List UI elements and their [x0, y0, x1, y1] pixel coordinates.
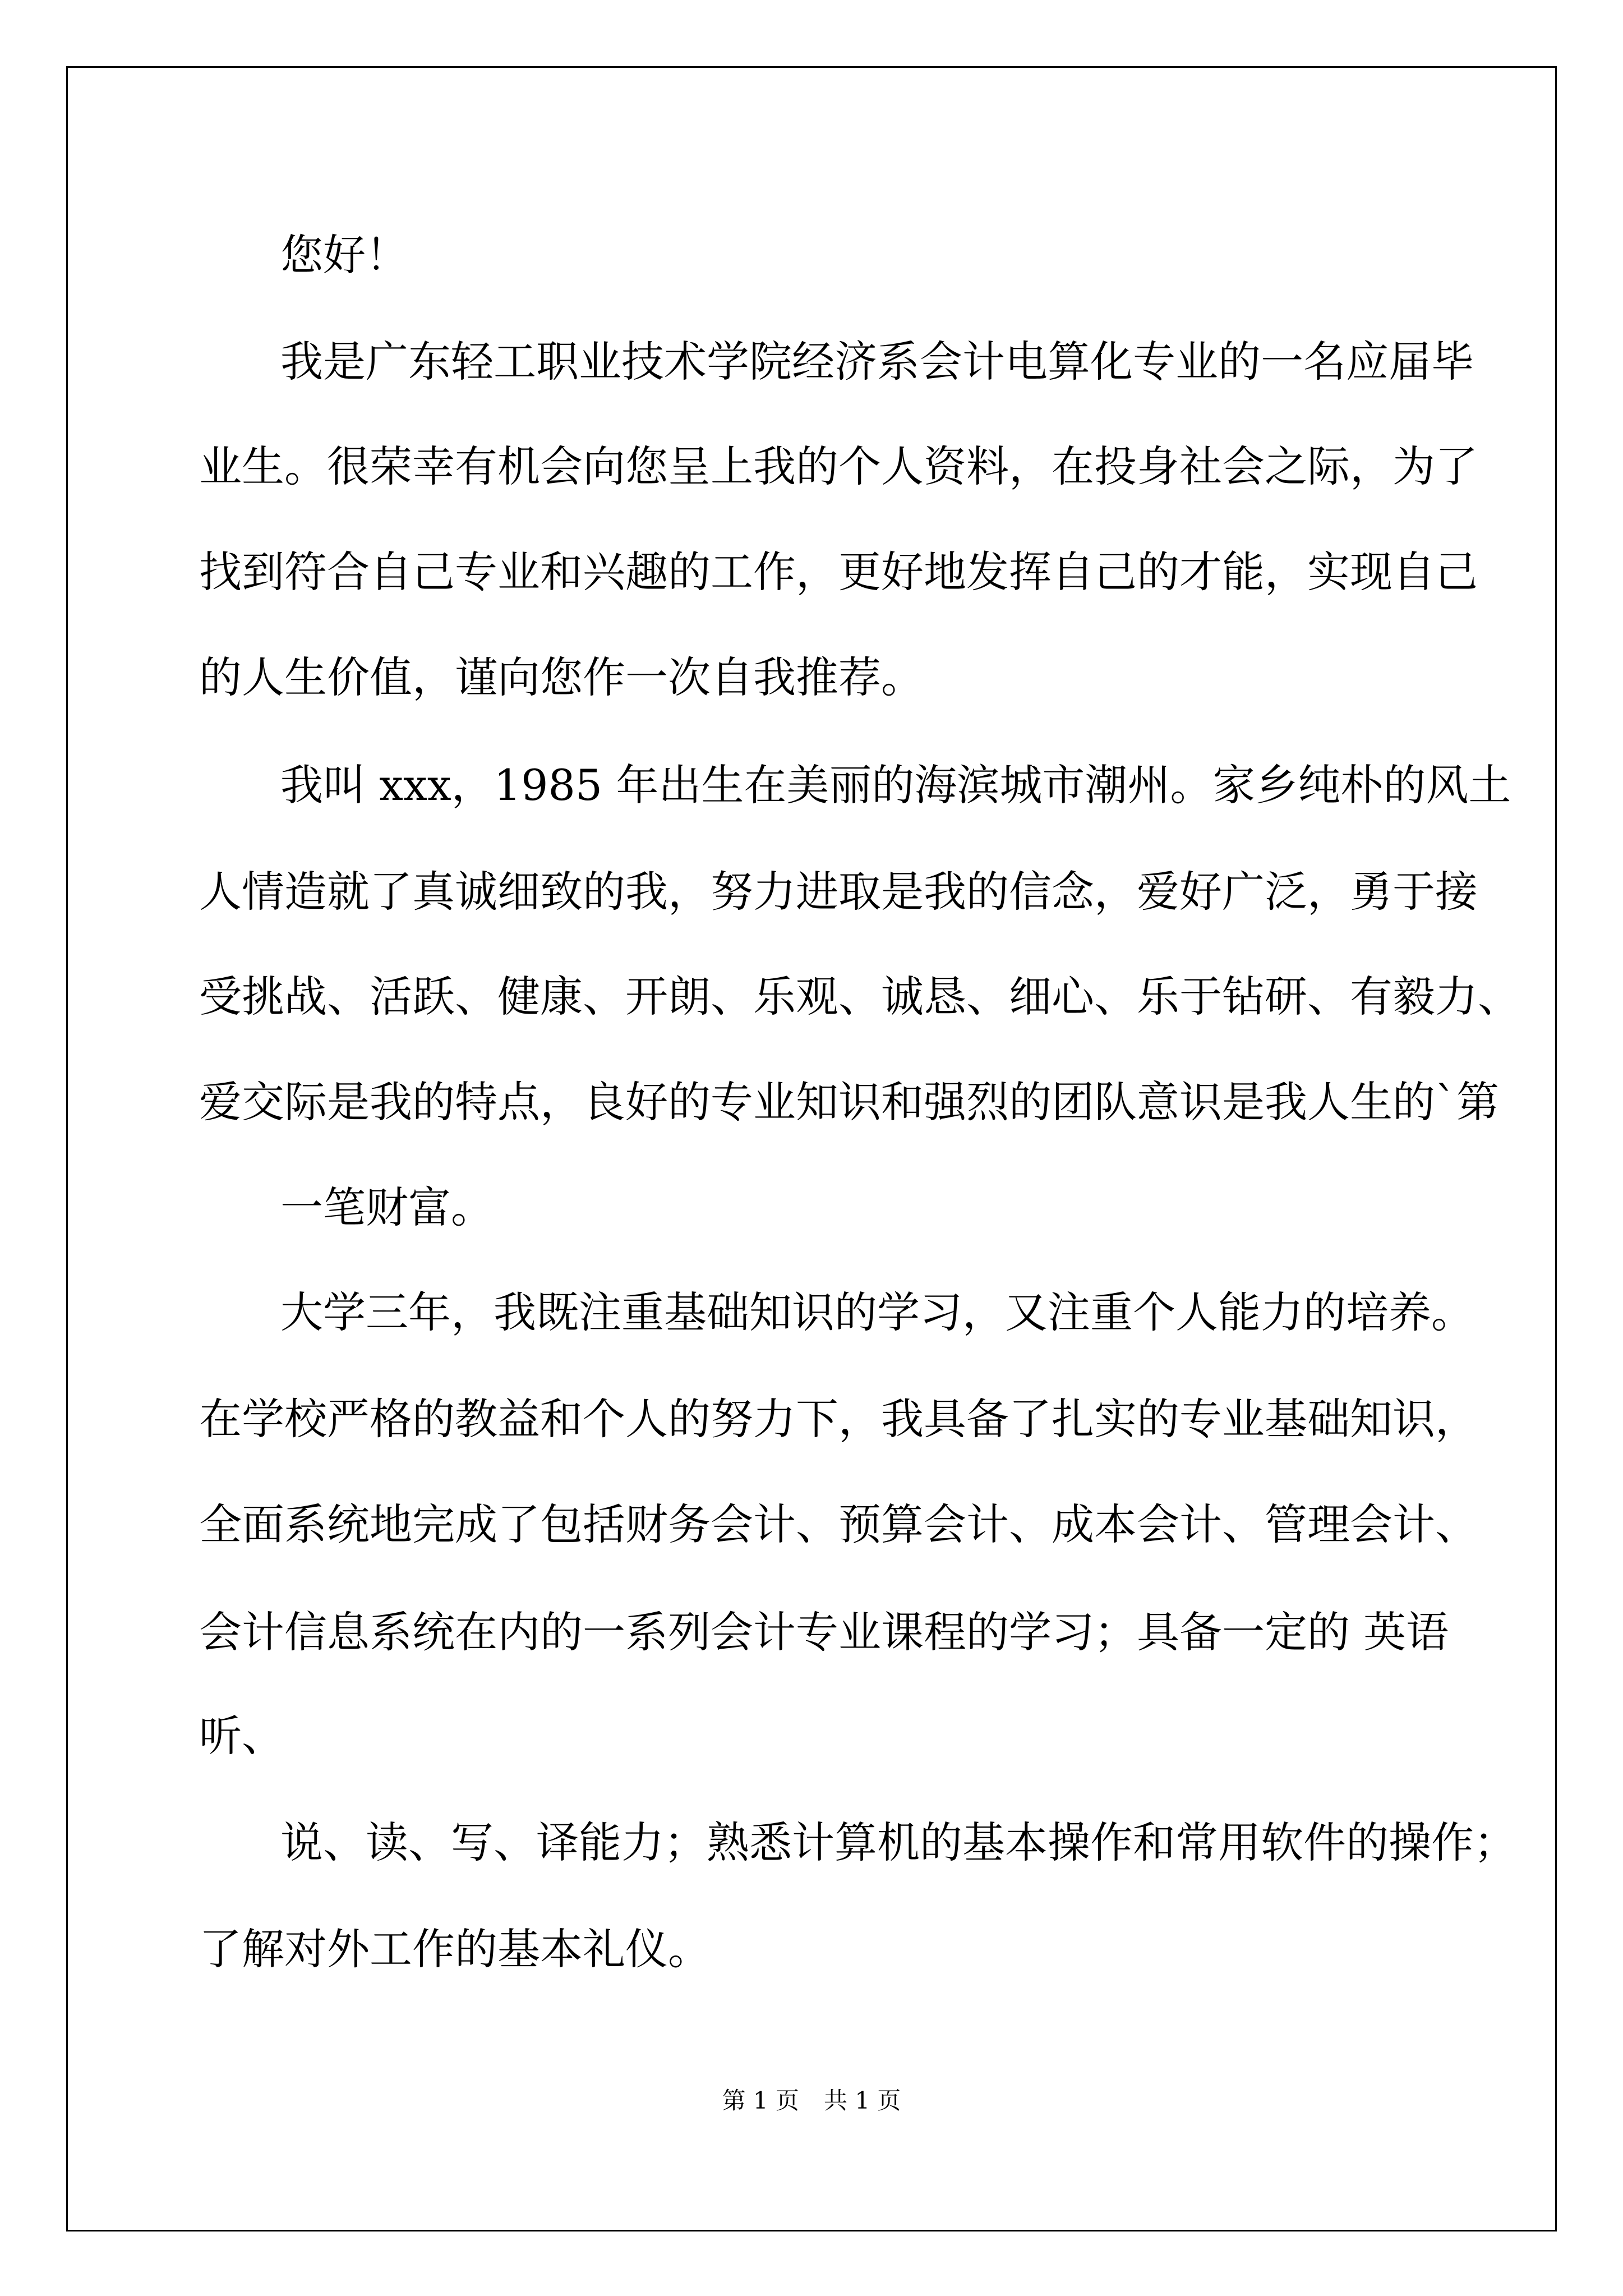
paragraph-line: 听、: [199, 1711, 284, 1761]
paragraph-line: 会计信息系统在内的一系列会计专业课程的学习；具备一定的 英语: [199, 1607, 1449, 1657]
paragraph-line: 在学校严格的教益和个人的努力下，我具备了扎实的专业基础知识，: [199, 1394, 1478, 1444]
greeting-line: 您好！: [280, 230, 408, 280]
paragraph-line: 大学三年，我既注重基础知识的学习，又注重个人能力的培养。: [280, 1287, 1474, 1337]
paragraph-line: 人情造就了真诚细致的我，努力进取是我的信念，爱好广泛，勇于接: [199, 867, 1478, 917]
paragraph-line: 的人生价值，谨向您作一次自我推荐。: [199, 652, 924, 702]
paragraph-line: 了解对外工作的基本礼仪。: [199, 1924, 711, 1974]
page-number: 第 1 页: [722, 2087, 799, 2114]
paragraph-line: 全面系统地完成了包括财务会计、预算会计、成本会计、管理会计、: [199, 1499, 1478, 1549]
paragraph-line: 一笔财富。: [280, 1182, 494, 1232]
paragraph-line: 我叫 xxx，1985 年出生在美丽的海滨城市潮州。家乡纯朴的风土: [280, 760, 1511, 810]
paragraph-line: 我是广东轻工职业技术学院经济系会计电算化专业的一名应届毕: [280, 337, 1474, 386]
paragraph-line: 找到符合自己专业和兴趣的工作，更好地发挥自己的才能，实现自己: [199, 547, 1478, 597]
page-border: [66, 66, 1557, 2231]
paragraph-line: 爱交际是我的特点，良好的专业知识和强烈的团队意识是我人生的`第: [199, 1077, 1499, 1127]
paragraph-line: 说、读、写、译能力；熟悉计算机的基本操作和常用软件的操作；: [280, 1818, 1516, 1867]
paragraph-line: 受挑战、活跃、健康、开朗、乐观、诚恳、细心、乐于钻研、有毅力、: [199, 972, 1520, 1022]
paragraph-line: 业生。很荣幸有机会向您呈上我的个人资料，在投身社会之际，为了: [199, 441, 1478, 491]
page-count: 共 1 页: [824, 2087, 901, 2114]
page-footer: [0, 2084, 1623, 2118]
